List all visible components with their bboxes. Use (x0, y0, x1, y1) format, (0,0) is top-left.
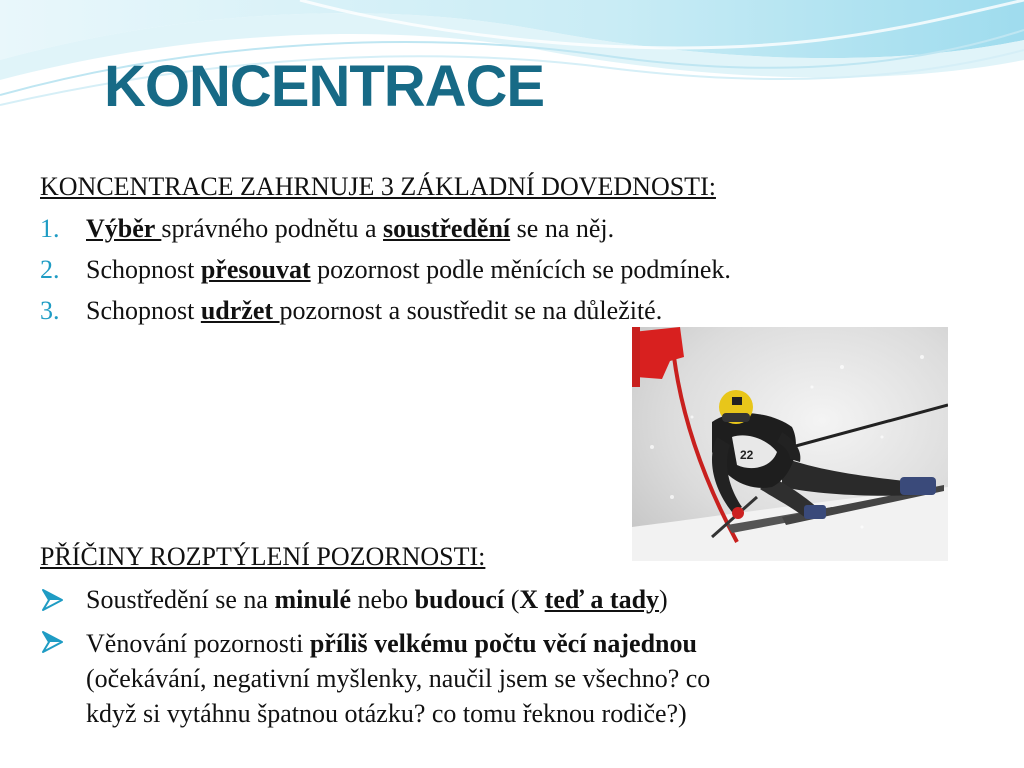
list-number: 3. (40, 296, 60, 325)
list-item-text: Schopnost přesouvat pozornost podle měnících se podmínek. (86, 255, 731, 284)
arrow-bullet-icon (40, 588, 66, 612)
section1-heading: KONCENTRACE ZAHRNUJE 3 ZÁKLADNÍ DOVEDNOSTI: (40, 172, 716, 201)
list-number: 2. (40, 255, 60, 284)
skier-photo (632, 327, 948, 561)
slide-title: KONCENTRACE (104, 54, 545, 119)
list-item-text: Schopnost udržet pozornost a soustředit se na důležité. (86, 296, 663, 325)
list-item-text: Výběr správného podnětu a soustředění se na něj. (86, 214, 615, 243)
svg-text:22: 22 (740, 448, 754, 462)
list-number: 1. (40, 214, 60, 243)
bullet-item-text: Věnování pozornosti příliš velkému počtu věcí najednou (očekávání, negativní myšlenky, naučil jsem se všechno? co když si vytáhnu špatnou otázku? co tomu řeknou rodiče?) (86, 629, 711, 728)
arrow-bullet-icon (40, 630, 66, 654)
section2-heading: PŘÍČINY ROZPTÝLENÍ POZORNOSTI: (40, 542, 486, 571)
bullet-item-text: Soustředění se na minulé nebo budoucí (X teď a tady) (86, 585, 668, 614)
